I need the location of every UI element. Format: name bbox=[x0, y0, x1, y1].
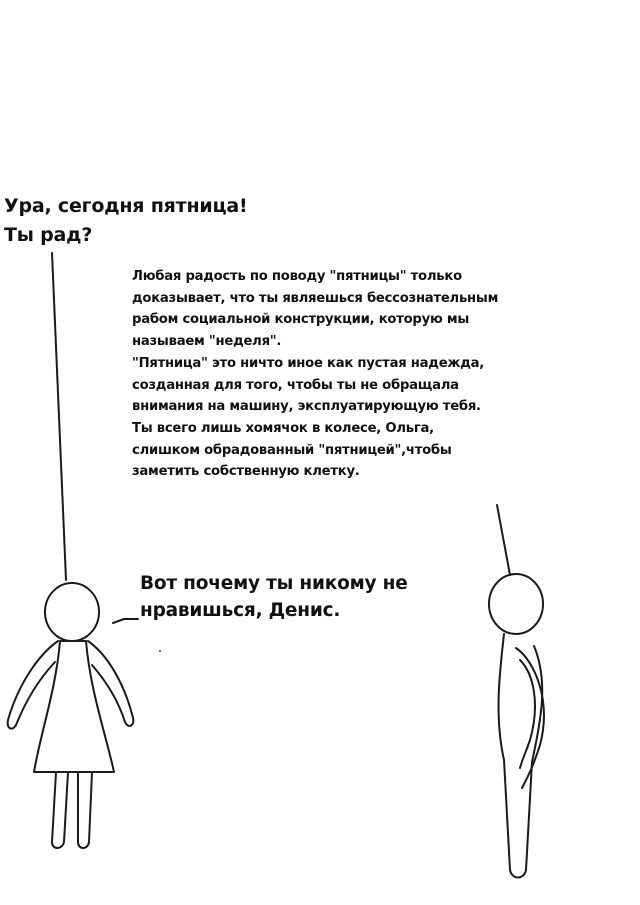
olga-speech bbox=[4, 192, 247, 250]
denis-speech-line: Любая радость по поводу "пятницы" только bbox=[132, 269, 462, 284]
olga-dress bbox=[34, 641, 114, 772]
olga-left-arm bbox=[8, 641, 58, 729]
olga-head bbox=[45, 583, 99, 641]
denis-speech-line: Ты всего лишь хомячок в колесе, Ольга, bbox=[132, 420, 434, 436]
olga-left-leg bbox=[52, 772, 68, 848]
denis-speech-line: созданная для того, чтобы ты не обращала bbox=[132, 377, 459, 393]
denis-speech-pointer bbox=[497, 505, 510, 575]
reply-speech-pointer bbox=[113, 619, 138, 623]
denis-speech-line: заметить собственную клетку. bbox=[132, 464, 360, 480]
denis-figure bbox=[489, 574, 544, 878]
denis-speech-line: внимания на машину, эксплуатирующую тебя. bbox=[132, 399, 481, 415]
olga-right-leg bbox=[78, 772, 92, 848]
olga-reply-line-1: Вот почему ты никому не bbox=[140, 573, 408, 594]
olga-speech-line-1: Ура, сегодня пятница! bbox=[4, 195, 248, 217]
denis-speech-line: слишком обрадованный "пятницей",чтобы bbox=[132, 442, 452, 458]
pencil-dot bbox=[159, 650, 161, 652]
denis-speech-line: рабом социальной конструкции, которую мы bbox=[132, 312, 470, 328]
olga-reply-speech bbox=[140, 570, 408, 624]
denis-head bbox=[489, 574, 543, 634]
denis-speech-line: доказывает, что ты являешься бессознательным bbox=[132, 290, 499, 306]
olga-speech-line-2: Ты рад? bbox=[4, 224, 93, 246]
olga-speech-pointer bbox=[52, 253, 66, 580]
denis-speech bbox=[132, 266, 498, 483]
olga-reply-line-2: нравишься, Денис. bbox=[140, 600, 341, 621]
olga-right-arm bbox=[88, 641, 133, 726]
denis-arm-inner bbox=[520, 660, 535, 768]
denis-speech-line: "Пятница" это ничто иное как пустая надежда, bbox=[132, 355, 485, 371]
denis-speech-line: называем "неделя". bbox=[132, 334, 282, 350]
